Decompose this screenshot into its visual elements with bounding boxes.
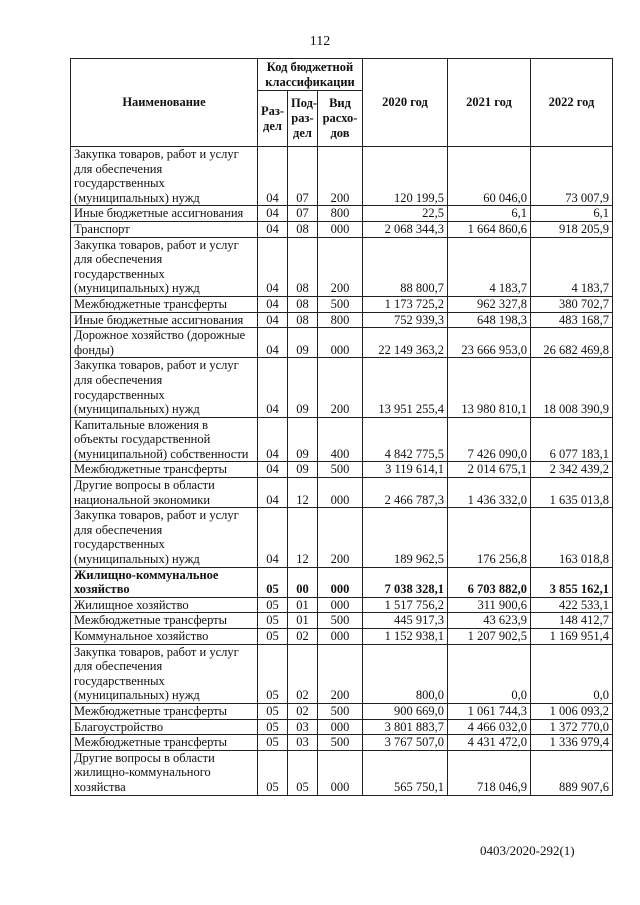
row-value-2021: 6,1 [448,206,531,222]
row-value-2020: 88 800,7 [363,237,448,296]
row-expense-type: 400 [318,417,363,462]
row-subsection: 09 [288,417,318,462]
table-row [71,703,613,719]
row-value-2022: 4 183,7 [531,237,613,296]
row-value-2020: 445 917,3 [363,613,448,629]
row-value-2020: 120 199,5 [363,147,448,206]
header-expense-type: Вид расхо-дов [318,91,363,147]
row-value-2020: 1 517 756,2 [363,597,448,613]
row-value-2020: 2 466 787,3 [363,478,448,508]
row-value-2022: 148 412,7 [531,613,613,629]
row-section: 05 [258,613,288,629]
row-value-2022: 889 907,6 [531,750,613,795]
row-subsection: 07 [288,206,318,222]
row-section: 04 [258,358,288,417]
row-section: 05 [258,750,288,795]
row-subsection: 08 [288,221,318,237]
row-value-2021: 1 436 332,0 [448,478,531,508]
row-value-2022: 483 168,7 [531,312,613,328]
row-value-2020: 22,5 [363,206,448,222]
row-subsection: 09 [288,462,318,478]
row-subsection: 09 [288,358,318,417]
row-value-2020: 800,0 [363,644,448,703]
row-subsection: 00 [288,567,318,597]
row-expense-type: 000 [318,567,363,597]
row-value-2022: 163 018,8 [531,508,613,567]
budget-table [70,58,613,796]
row-expense-type: 000 [318,719,363,735]
row-subsection: 02 [288,644,318,703]
row-section: 05 [258,597,288,613]
table-row [71,221,613,237]
row-subsection: 09 [288,328,318,358]
table-row [71,358,613,417]
row-name: Капитальные вложения в объекты государственной (муниципальной) собственности [71,417,258,462]
row-value-2020: 22 149 363,2 [363,328,448,358]
row-value-2020: 4 842 775,5 [363,417,448,462]
row-subsection: 12 [288,508,318,567]
row-name: Закупка товаров, работ и услуг для обеспечения государственных (муниципальных) нужд [71,644,258,703]
row-value-2021: 962 327,8 [448,296,531,312]
row-value-2020: 3 119 614,1 [363,462,448,478]
table-row [71,735,613,751]
header-2020: 2020 год [363,59,448,147]
page-number: 112 [309,34,331,49]
table-row [71,644,613,703]
row-name: Закупка товаров, работ и услуг для обеспечения государственных (муниципальных) нужд [71,358,258,417]
table-row [71,567,613,597]
row-subsection: 07 [288,147,318,206]
table-row [71,462,613,478]
row-name: Дорожное хозяйство (дорожные фонды) [71,328,258,358]
row-value-2020: 752 939,3 [363,312,448,328]
row-expense-type: 000 [318,478,363,508]
table-row [71,296,613,312]
row-section: 04 [258,328,288,358]
row-expense-type: 000 [318,328,363,358]
row-value-2021: 718 046,9 [448,750,531,795]
row-value-2022: 1 336 979,4 [531,735,613,751]
row-value-2021: 13 980 810,1 [448,358,531,417]
row-subsection: 08 [288,237,318,296]
row-value-2021: 2 014 675,1 [448,462,531,478]
table-row [71,613,613,629]
row-value-2021: 4 183,7 [448,237,531,296]
table-row [71,417,613,462]
row-section: 04 [258,147,288,206]
row-subsection: 03 [288,719,318,735]
row-section: 04 [258,221,288,237]
row-value-2021: 176 256,8 [448,508,531,567]
table-row [71,478,613,508]
row-value-2021: 1 061 744,3 [448,703,531,719]
row-value-2020: 900 669,0 [363,703,448,719]
row-name: Другие вопросы в области жилищно-коммунального хозяйства [71,750,258,795]
row-value-2022: 2 342 439,2 [531,462,613,478]
row-value-2021: 0,0 [448,644,531,703]
row-value-2022: 18 008 390,9 [531,358,613,417]
row-value-2021: 60 046,0 [448,147,531,206]
row-name: Закупка товаров, работ и услуг для обеспечения государственных (муниципальных) нужд [71,508,258,567]
row-expense-type: 200 [318,644,363,703]
row-expense-type: 500 [318,735,363,751]
table-row [71,328,613,358]
row-value-2022: 380 702,7 [531,296,613,312]
row-section: 04 [258,478,288,508]
row-subsection: 05 [288,750,318,795]
row-expense-type: 500 [318,296,363,312]
row-value-2022: 1 372 770,0 [531,719,613,735]
row-name: Закупка товаров, работ и услуг для обеспечения государственных (муниципальных) нужд [71,147,258,206]
row-expense-type: 200 [318,147,363,206]
row-value-2021: 1 207 902,5 [448,629,531,645]
row-name: Коммунальное хозяйство [71,629,258,645]
row-expense-type: 800 [318,206,363,222]
header-name: Наименование [71,59,258,147]
row-expense-type: 200 [318,237,363,296]
row-value-2020: 3 801 883,7 [363,719,448,735]
row-expense-type: 500 [318,703,363,719]
table-row [71,508,613,567]
table-row [71,237,613,296]
row-subsection: 08 [288,296,318,312]
row-subsection: 01 [288,613,318,629]
table-row [71,597,613,613]
row-section: 05 [258,629,288,645]
row-value-2022: 1 169 951,4 [531,629,613,645]
row-name: Межбюджетные трансферты [71,296,258,312]
row-expense-type: 000 [318,597,363,613]
row-name: Межбюджетные трансферты [71,613,258,629]
header-section: Раз-дел [258,91,288,147]
row-expense-type: 000 [318,750,363,795]
row-section: 04 [258,417,288,462]
row-name: Иные бюджетные ассигнования [71,312,258,328]
row-value-2022: 422 533,1 [531,597,613,613]
row-section: 04 [258,312,288,328]
header-2021: 2021 год [448,59,531,147]
row-value-2022: 3 855 162,1 [531,567,613,597]
row-value-2021: 311 900,6 [448,597,531,613]
row-value-2022: 1 006 093,2 [531,703,613,719]
table-body [71,147,613,796]
row-value-2021: 1 664 860,6 [448,221,531,237]
row-value-2022: 6,1 [531,206,613,222]
document-code: 0403/2020-292(1) [480,843,575,858]
row-expense-type: 800 [318,312,363,328]
row-subsection: 08 [288,312,318,328]
row-value-2022: 918 205,9 [531,221,613,237]
row-section: 05 [258,644,288,703]
table-row [71,206,613,222]
row-value-2021: 4 466 032,0 [448,719,531,735]
row-name: Закупка товаров, работ и услуг для обеспечения государственных (муниципальных) нужд [71,237,258,296]
header-2022: 2022 год [531,59,613,147]
row-subsection: 02 [288,703,318,719]
row-value-2021: 23 666 953,0 [448,328,531,358]
row-section: 05 [258,703,288,719]
row-name: Межбюджетные трансферты [71,703,258,719]
row-value-2022: 26 682 469,8 [531,328,613,358]
row-value-2021: 7 426 090,0 [448,417,531,462]
row-section: 04 [258,462,288,478]
row-name: Жилищно-коммунальное хозяйство [71,567,258,597]
row-subsection: 01 [288,597,318,613]
table-row [71,629,613,645]
row-expense-type: 200 [318,358,363,417]
row-section: 05 [258,567,288,597]
row-section: 04 [258,237,288,296]
row-section: 04 [258,206,288,222]
row-expense-type: 500 [318,462,363,478]
row-value-2020: 3 767 507,0 [363,735,448,751]
row-value-2022: 73 007,9 [531,147,613,206]
row-value-2020: 7 038 328,1 [363,567,448,597]
row-name: Межбюджетные трансферты [71,462,258,478]
row-value-2022: 6 077 183,1 [531,417,613,462]
row-subsection: 03 [288,735,318,751]
row-value-2020: 1 173 725,2 [363,296,448,312]
table-row [71,147,613,206]
row-name: Другие вопросы в области национальной экономики [71,478,258,508]
row-section: 04 [258,296,288,312]
header-subsection: Под-раз-дел [288,91,318,147]
row-subsection: 02 [288,629,318,645]
row-value-2020: 1 152 938,1 [363,629,448,645]
row-expense-type: 000 [318,629,363,645]
row-value-2020: 2 068 344,3 [363,221,448,237]
row-value-2020: 189 962,5 [363,508,448,567]
row-expense-type: 000 [318,221,363,237]
row-section: 05 [258,719,288,735]
table-row [71,750,613,795]
header-budget-code: Код бюджетной классификации [258,59,363,91]
row-subsection: 12 [288,478,318,508]
row-name: Транспорт [71,221,258,237]
row-expense-type: 200 [318,508,363,567]
row-name: Иные бюджетные ассигнования [71,206,258,222]
row-section: 04 [258,508,288,567]
row-value-2022: 1 635 013,8 [531,478,613,508]
row-name: Благоустройство [71,719,258,735]
table-row [71,719,613,735]
row-value-2022: 0,0 [531,644,613,703]
row-name: Межбюджетные трансферты [71,735,258,751]
row-name: Жилищное хозяйство [71,597,258,613]
row-value-2021: 648 198,3 [448,312,531,328]
row-expense-type: 500 [318,613,363,629]
row-value-2021: 6 703 882,0 [448,567,531,597]
row-value-2021: 4 431 472,0 [448,735,531,751]
row-value-2020: 13 951 255,4 [363,358,448,417]
row-value-2021: 43 623,9 [448,613,531,629]
row-section: 05 [258,735,288,751]
row-value-2020: 565 750,1 [363,750,448,795]
table-row [71,312,613,328]
